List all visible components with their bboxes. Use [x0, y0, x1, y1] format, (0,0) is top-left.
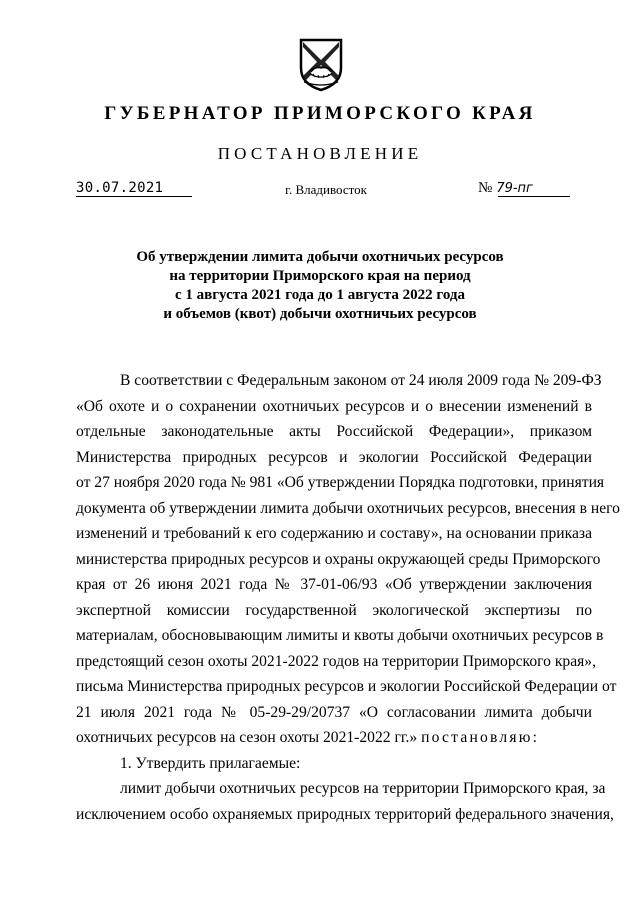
item-1a-line: лимит добычи охотничьих ресурсов на территории Приморского края, за [120, 780, 606, 797]
document-date: 30.07.2021 [76, 180, 164, 196]
document-body [76, 368, 620, 827]
number-sign: № [478, 180, 493, 196]
subject-line: с 1 августа 2021 года до 1 августа 2022 года [174, 287, 465, 303]
item-1a-line: исключением особо охраняемых природных территорий федерального значения, [76, 805, 614, 823]
item-1: 1. Утвердить прилагаемые: [120, 754, 301, 772]
subject-line: и объемов (квот) добычи охотничьих ресурсов [163, 306, 477, 322]
coat-of-arms-icon [298, 38, 344, 92]
document-city: г. Владивосток [285, 182, 367, 197]
body-line: министерства природных ресурсов и охраны окружающей среды Приморского [76, 550, 601, 568]
body-line: края от 26 июня 2021 года № 37-01-06/93 «Об утверждении заключения [76, 576, 592, 593]
body-line: изменений и требований к его содержанию и составу», на основании приказа [76, 525, 592, 542]
number-underline [498, 196, 570, 197]
body-line: В соответствии с Федеральным законом от 24 июля 2009 года № 209-ФЗ [120, 372, 602, 389]
body-line-final [76, 725, 592, 751]
document-subject [0, 248, 640, 324]
body-line: экспертной комиссии государственной экологической экспертизы по [76, 601, 592, 619]
body-line: письма Министерства природных ресурсов и экологии Российской Федерации от [76, 678, 617, 695]
subject-line: на территории Приморского края на период [169, 268, 471, 284]
decree-word: постановляю: [421, 729, 540, 746]
body-line: документа об утверждении лимита добычи охотничьих ресурсов, внесения в него [76, 499, 620, 517]
body-line: отдельные законодательные акты Российской Федерации», приказом [76, 423, 592, 440]
document-type: ПОСТАНОВЛЕНИЕ [217, 144, 423, 163]
subject-line: Об утверждении лимита добычи охотничьих ресурсов [136, 249, 504, 265]
body-line: Министерства природных ресурсов и экологии Российской Федерации [76, 448, 592, 466]
body-line-text: охотничьих ресурсов на сезон охоты 2021-2022 гг.» [76, 729, 418, 746]
body-line: «Об охоте и о сохранении охотничьих ресурсов и о внесении изменений в [76, 397, 592, 415]
body-line: материалам, обосновывающим лимиты и квоты добычи охотничьих ресурсов в [76, 627, 604, 644]
body-line: от 27 ноября 2020 года № 981 «Об утверждении Порядка подготовки, принятия [76, 474, 605, 491]
document-number [478, 180, 533, 197]
number-value: 79-пг [496, 181, 533, 196]
body-line: предстоящий сезон охоты 2021-2022 годов на территории Приморского края», [76, 652, 596, 670]
body-line: 21 июля 2021 года № 05-29-29/20737 «О согласовании лимита добычи [76, 703, 592, 721]
governor-title: ГУБЕРНАТОР ПРИМОРСКОГО КРАЯ [104, 103, 536, 124]
